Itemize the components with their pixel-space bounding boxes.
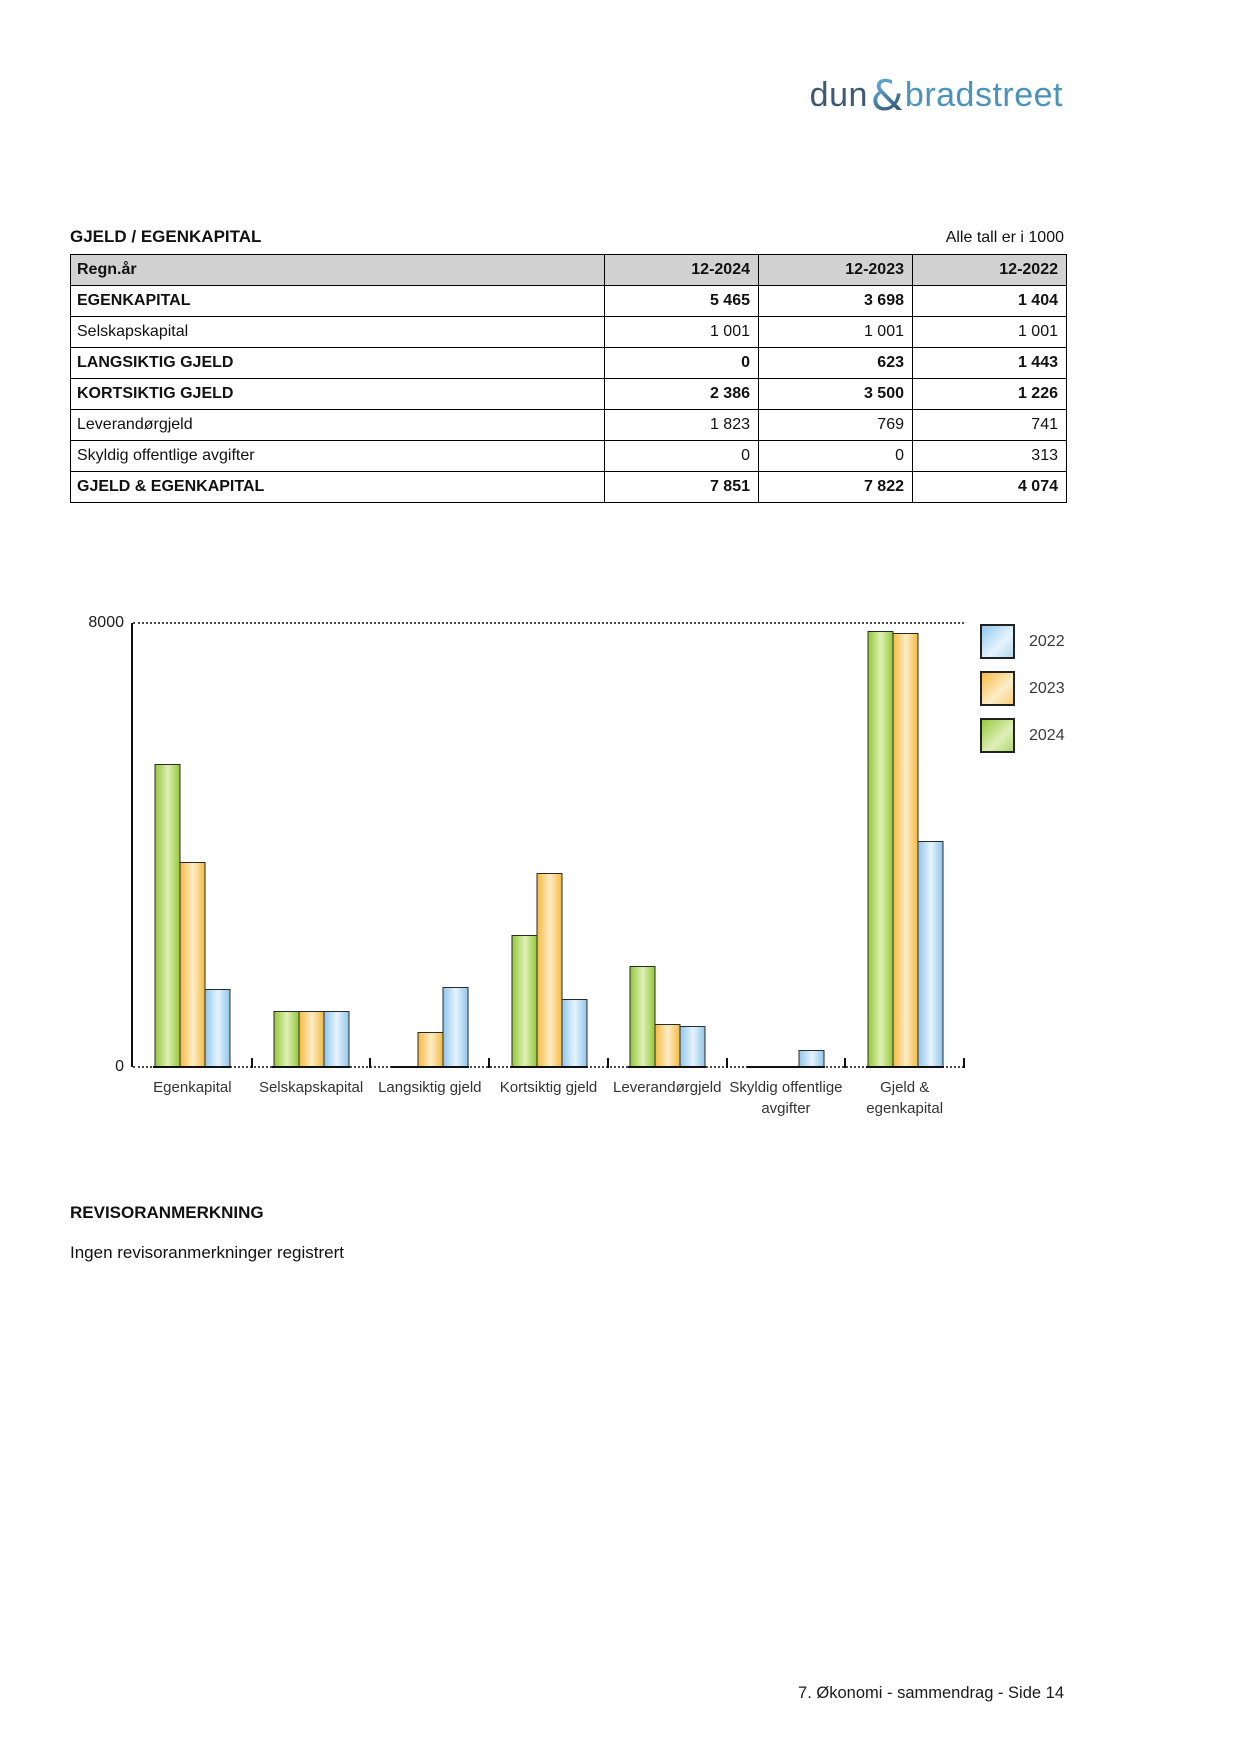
bar-trio xyxy=(392,987,467,1067)
chart-group xyxy=(727,623,846,1117)
table-row-label: EGENKAPITAL xyxy=(71,286,605,317)
table-cell-value: 1 226 xyxy=(913,379,1067,410)
bar-2024 xyxy=(867,631,893,1067)
table-body xyxy=(71,286,1067,503)
y-axis-min-label: 0 xyxy=(115,1058,124,1075)
table-cell-value: 0 xyxy=(759,441,913,472)
group-baseline xyxy=(272,1066,350,1068)
bar-2022 xyxy=(680,1026,706,1067)
bar-trio xyxy=(630,966,705,1067)
units-note: Alle tall er i 1000 xyxy=(945,229,1064,246)
table-row xyxy=(71,379,1067,410)
financial-table xyxy=(70,254,1067,503)
table-row xyxy=(71,441,1067,472)
table-cell-value: 313 xyxy=(913,441,1067,472)
table-row xyxy=(71,348,1067,379)
ampersand-icon xyxy=(870,70,904,116)
section-title-row xyxy=(70,227,1064,247)
chart-group xyxy=(252,623,371,1096)
bar-2023 xyxy=(655,1024,681,1067)
table-row-label: Skyldig offentlige avgifter xyxy=(71,441,605,472)
table-cell-value: 3 698 xyxy=(759,286,913,317)
bar-2022 xyxy=(798,1050,824,1067)
legend-row xyxy=(980,718,1065,753)
legend-label: 2022 xyxy=(1029,632,1065,650)
chart-group xyxy=(489,623,608,1096)
logo-text-dun: dun xyxy=(809,76,868,114)
table-row-label: Leverandørgjeld xyxy=(71,410,605,441)
table-row-label: KORTSIKTIG GJELD xyxy=(71,379,605,410)
bar-2023 xyxy=(299,1011,325,1067)
bar-2022 xyxy=(324,1011,350,1067)
bar-2023 xyxy=(417,1032,443,1067)
dun-bradstreet-logo xyxy=(809,70,1063,116)
bar-2022 xyxy=(442,987,468,1067)
bar-trio xyxy=(511,873,586,1067)
table-row-label: LANGSIKTIG GJELD xyxy=(71,348,605,379)
category-label: Skyldig offentlige avgifter xyxy=(729,1079,843,1117)
table-head xyxy=(71,255,1067,286)
table-cell-value: 1 404 xyxy=(913,286,1067,317)
table-cell-value: 1 001 xyxy=(913,317,1067,348)
bar-trio xyxy=(748,1050,823,1067)
bar-2022 xyxy=(561,999,587,1067)
category-label: Egenkapital xyxy=(153,1079,232,1096)
table-cell-value: 7 822 xyxy=(759,472,913,503)
table-cell-value: 3 500 xyxy=(759,379,913,410)
bar-2024 xyxy=(630,966,656,1067)
bar-2024 xyxy=(155,764,181,1067)
table-header-cell: 12-2022 xyxy=(913,255,1067,286)
category-label: Gjeld & egenkapital xyxy=(866,1079,944,1117)
section-title: GJELD / EGENKAPITAL xyxy=(70,227,262,246)
chart-group xyxy=(370,623,489,1096)
group-baseline xyxy=(628,1066,706,1068)
chart-group xyxy=(845,623,964,1117)
bar-trio xyxy=(155,764,230,1067)
table-cell-value: 0 xyxy=(605,348,759,379)
group-baseline xyxy=(747,1066,825,1068)
legend-swatch-2024 xyxy=(980,718,1015,753)
table-cell-value: 1 443 xyxy=(913,348,1067,379)
bar-2024 xyxy=(511,935,537,1067)
group-baseline xyxy=(510,1066,588,1068)
category-label: Leverandørgjeld xyxy=(613,1079,722,1096)
legend-label: 2024 xyxy=(1029,726,1065,744)
table-cell-value: 769 xyxy=(759,410,913,441)
legend-swatch-2023 xyxy=(980,671,1015,706)
chart-plot xyxy=(131,623,964,1117)
legend-label: 2023 xyxy=(1029,679,1065,697)
page-footer: 7. Økonomi - sammendrag - Side 14 xyxy=(798,1684,1064,1702)
y-axis-max-label: 8000 xyxy=(88,614,124,631)
table-cell-value: 1 823 xyxy=(605,410,759,441)
legend-row xyxy=(980,671,1065,706)
table-row xyxy=(71,286,1067,317)
bar-trio xyxy=(867,631,942,1067)
revisor-body: Ingen revisoranmerkninger registrert xyxy=(70,1243,345,1262)
group-baseline xyxy=(391,1066,469,1068)
table-cell-value: 5 465 xyxy=(605,286,759,317)
table-header-cell: 12-2024 xyxy=(605,255,759,286)
legend-row xyxy=(980,624,1065,659)
bar-2022 xyxy=(205,989,231,1067)
category-label: Kortsiktig gjeld xyxy=(499,1079,598,1096)
bar-2022 xyxy=(917,841,943,1067)
chart-legend xyxy=(980,624,1065,753)
table-cell-value: 0 xyxy=(605,441,759,472)
table-row-label: GJELD & EGENKAPITAL xyxy=(71,472,605,503)
table-row xyxy=(71,410,1067,441)
table-cell-value: 7 851 xyxy=(605,472,759,503)
bar-trio xyxy=(274,1011,349,1067)
revisor-heading: REVISORANMERKNING xyxy=(70,1203,264,1222)
bar-2023 xyxy=(180,862,206,1067)
table-row xyxy=(71,472,1067,503)
bar-2023 xyxy=(892,633,918,1067)
table-cell-value: 2 386 xyxy=(605,379,759,410)
category-label: Langsiktig gjeld xyxy=(378,1079,482,1096)
bar-2024 xyxy=(274,1011,300,1067)
bar-chart xyxy=(70,555,1170,1135)
table-cell-value: 1 001 xyxy=(759,317,913,348)
legend-swatch-2022 xyxy=(980,624,1015,659)
group-baseline xyxy=(866,1066,944,1068)
chart-group xyxy=(608,623,727,1096)
table-cell-value: 4 074 xyxy=(913,472,1067,503)
table-row-label: Selskapskapital xyxy=(71,317,605,348)
group-baseline xyxy=(153,1066,231,1068)
chart-group xyxy=(133,623,252,1096)
category-label: Selskapskapital xyxy=(258,1079,364,1096)
table-cell-value: 741 xyxy=(913,410,1067,441)
svg-text:&: & xyxy=(870,71,904,116)
table-row xyxy=(71,317,1067,348)
table-cell-value: 1 001 xyxy=(605,317,759,348)
axis-tick xyxy=(963,1058,965,1068)
table-header-row xyxy=(71,255,1067,286)
table-header-cell: Regn.år xyxy=(71,255,605,286)
table-cell-value: 623 xyxy=(759,348,913,379)
table-header-cell: 12-2023 xyxy=(759,255,913,286)
bar-2023 xyxy=(536,873,562,1067)
logo-text-bradstreet: bradstreet xyxy=(904,76,1063,114)
